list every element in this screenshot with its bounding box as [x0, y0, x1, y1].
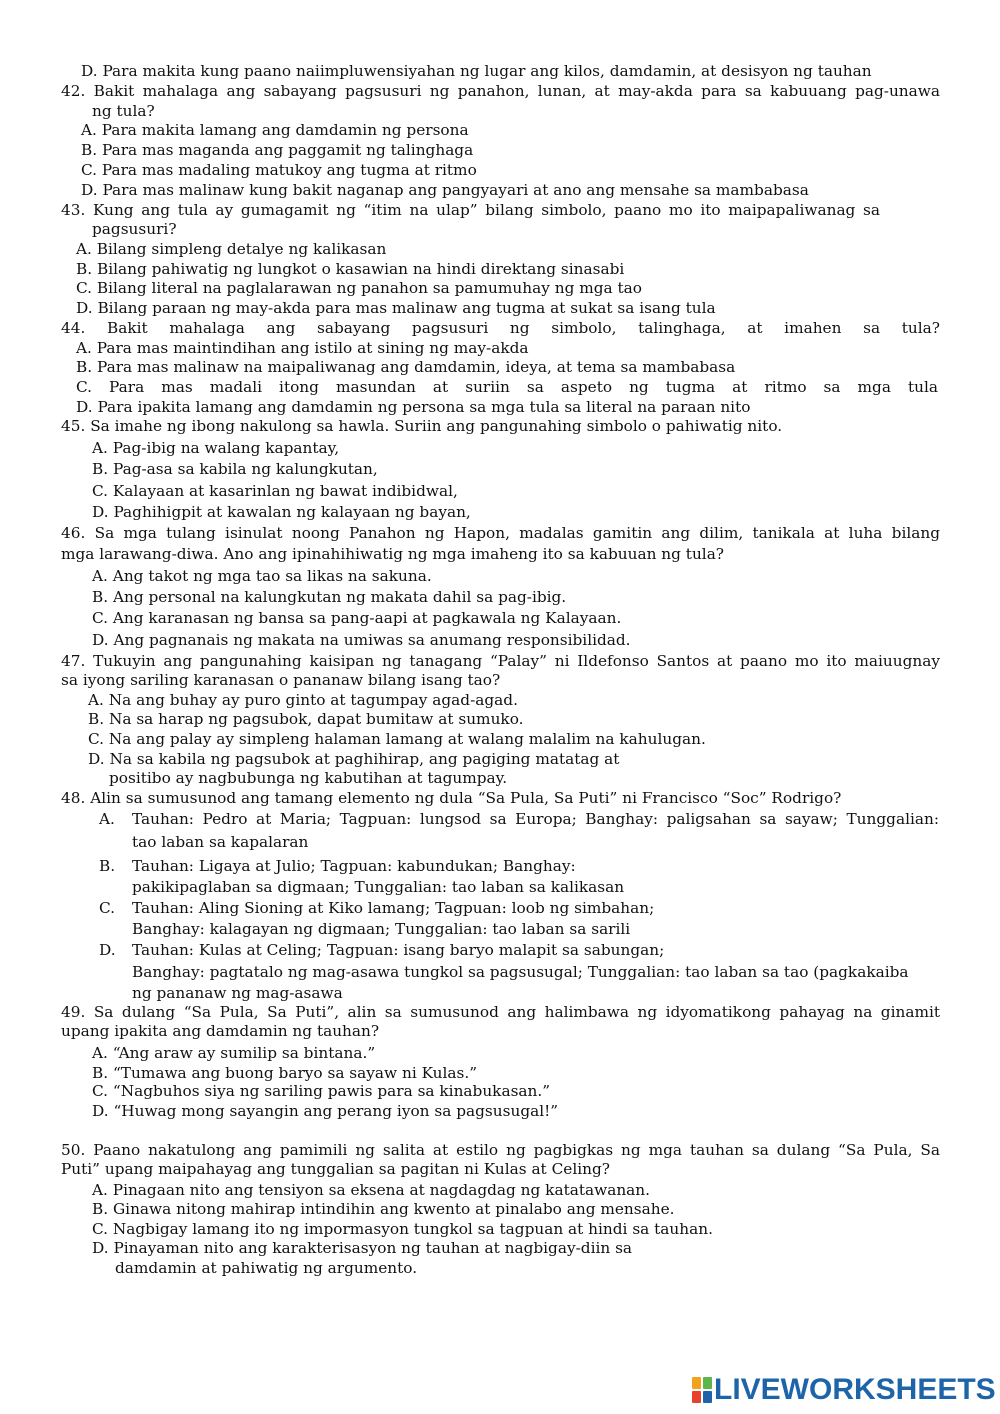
q50-option-d: D. Pinayaman nito ang karakterisasyon ng tauhan at nagbigay-diin sa: [92, 1239, 633, 1257]
q48-option-a-letter: A.: [99, 810, 115, 828]
q47-option-d-cont: positibo ay nagbubunga ng kabutihan at tagumpay.: [109, 769, 508, 787]
q49-option-c: C. “Nagbuhos siya ng sariling pawis para sa kinabukasan.”: [92, 1082, 551, 1100]
q43-question-cont: pagsusuri?: [92, 220, 177, 238]
q48-option-a-cont: tao laban sa kapalaran: [132, 833, 309, 851]
q45-option-b: B. Pag-asa sa kabila ng kalungkutan,: [92, 460, 378, 478]
q50-question: 50. Paano nakatulong ang pamimili ng salita at estilo ng pagbigkas ng mga tauhan sa dulang “Sa Pula, Sa: [61, 1141, 940, 1159]
q48-option-c-letter: C.: [99, 899, 116, 917]
q48-option-a: Tauhan: Pedro at Maria; Tagpuan: lungsod sa Europa; Banghay: paligsahan sa sayaw; Tunggalian:: [132, 810, 939, 828]
q48-option-d-cont2: ng pananaw ng mag-asawa: [132, 984, 343, 1002]
q49-question: 49. Sa dulang “Sa Pula, Sa Puti”, alin sa sumusunod ang halimbawa ng idyomatikong pahayag na ginamit: [61, 1003, 940, 1021]
q43-question: 43. Kung ang tula ay gumagamit ng “itim na ulap” bilang simbolo, paano mo ito maipapaliwanag sa: [61, 201, 880, 219]
q46-option-d: D. Ang pagnanais ng makata na umiwas sa anumang responsibilidad.: [92, 631, 631, 649]
q45-option-a: A. Pag-ibig na walang kapantay,: [92, 439, 340, 457]
q41-option-d: D. Para makita kung paano naiimpluwensiyahan ng lugar ang kilos, damdamin, at desisyon ng tauhan: [81, 62, 872, 80]
q46-question: 46. Sa mga tulang isinulat noong Panahon ng Hapon, madalas gamitin ang dilim, tanikala at luha bilang: [61, 524, 940, 542]
q48-option-c-cont: Banghay: kalagayan ng digmaan; Tunggalian: tao laban sa sarili: [132, 920, 631, 938]
q42-option-c: C. Para mas madaling matukoy ang tugma at ritmo: [81, 161, 477, 179]
q50-option-b: B. Ginawa nitong mahirap intindihin ang kwento at pinalabo ang mensahe.: [92, 1200, 675, 1218]
q47-option-b: B. Na sa harap ng pagsubok, dapat bumitaw at sumuko.: [88, 710, 524, 728]
logo-block-blue: [703, 1391, 712, 1403]
logo-block-red: [692, 1391, 701, 1403]
q49-option-b: B. “Tumawa ang buong baryo sa sayaw ni Kulas.”: [92, 1064, 478, 1082]
q48-option-d-cont: Banghay: pagtatalo ng mag-asawa tungkol sa pagsusugal; Tunggalian: tao laban sa tao (pagkakaiba: [132, 963, 909, 981]
q45-option-c: C. Kalayaan at kasarinlan ng bawat indibidwal,: [92, 482, 458, 500]
q48-option-d: Tauhan: Kulas at Celing; Tagpuan: isang baryo malapit sa sabungan;: [132, 941, 665, 959]
q49-question-cont: upang ipakita ang damdamin ng tauhan?: [61, 1022, 380, 1040]
q44-option-c: C. Para mas madali itong masundan at suriin sa aspeto ng tugma at ritmo sa mga tula: [76, 378, 938, 396]
q47-option-d: D. Na sa kabila ng pagsubok at paghihirap, ang pagiging matatag at: [88, 750, 620, 768]
q46-option-c: C. Ang karanasan ng bansa sa pang-aapi at pagkawala ng Kalayaan.: [92, 609, 622, 627]
q45-question: 45. Sa imahe ng ibong nakulong sa hawla. Suriin ang pangunahing simbolo o pahiwatig nito.: [61, 417, 783, 435]
q48-option-b-cont: pakikipaglaban sa digmaan; Tunggalian: tao laban sa kalikasan: [132, 878, 625, 896]
liveworksheets-logo-icon: [692, 1377, 712, 1403]
q48-option-b: Tauhan: Ligaya at Julio; Tagpuan: kabundukan; Banghay:: [132, 857, 576, 875]
q46-question-cont: mga larawang-diwa. Ano ang ipinahihiwatig ng mga imaheng ito sa kabuuan ng tula?: [61, 545, 725, 563]
q48-option-c: Tauhan: Aling Sioning at Kiko lamang; Tagpuan: loob ng simbahan;: [132, 899, 655, 917]
logo-block-green: [703, 1377, 712, 1389]
q43-option-d: D. Bilang paraan ng may-akda para mas malinaw ang tugma at sukat sa isang tula: [76, 299, 716, 317]
q48-question: 48. Alin sa sumusunod ang tamang elemento ng dula “Sa Pula, Sa Puti” ni Francisco “Soc” Rodrigo?: [61, 789, 842, 807]
q44-option-b: B. Para mas malinaw na maipaliwanag ang damdamin, ideya, at tema sa mambabasa: [76, 358, 736, 376]
q46-option-b: B. Ang personal na kalungkutan ng makata dahil sa pag-ibig.: [92, 588, 567, 606]
q50-question-cont: Puti” upang maipahayag ang tunggalian sa pagitan ni Kulas at Celing?: [61, 1160, 610, 1178]
q44-option-a: A. Para mas maintindihan ang istilo at sining ng may-akda: [76, 339, 529, 357]
q46-option-a: A. Ang takot ng mga tao sa likas na sakuna.: [92, 567, 432, 585]
q43-option-a: A. Bilang simpleng detalye ng kalikasan: [76, 240, 387, 258]
q42-option-a: A. Para makita lamang ang damdamin ng persona: [81, 121, 469, 139]
q48-option-b-letter: B.: [99, 857, 116, 875]
q43-option-b: B. Bilang pahiwatig ng lungkot o kasawian na hindi direktang sinasabi: [76, 260, 625, 278]
q49-option-a: A. “Ang araw ay sumilip sa bintana.”: [92, 1044, 376, 1062]
q50-option-d-cont: damdamin at pahiwatig ng argumento.: [115, 1259, 418, 1277]
q50-option-a: A. Pinagaan nito ang tensiyon sa eksena at nagdagdag ng katatawanan.: [92, 1181, 651, 1199]
q42-question: 42. Bakit mahalaga ang sabayang pagsusuri ng panahon, lunan, at may-akda para sa kabuuang pag-unawa: [61, 82, 940, 100]
q47-option-a: A. Na ang buhay ay puro ginto at tagumpay agad-agad.: [88, 691, 518, 709]
q42-option-d: D. Para mas malinaw kung bakit naganap ang pangyayari at ano ang mensahe sa mambabasa: [81, 181, 809, 199]
q49-option-d: D. “Huwag mong sayangin ang perang iyon sa pagsusugal!”: [92, 1102, 559, 1120]
q44-question: 44. Bakit mahalaga ang sabayang pagsusuri ng simbolo, talinghaga, at imahen sa tula?: [61, 319, 940, 337]
q45-option-d: D. Paghihigpit at kawalan ng kalayaan ng bayan,: [92, 503, 471, 521]
q44-option-d: D. Para ipakita lamang ang damdamin ng persona sa mga tula sa literal na paraan nito: [76, 398, 751, 416]
q47-question: 47. Tukuyin ang pangunahing kaisipan ng tanagang “Palay” ni Ildefonso Santos at paano mo ito maiuugnay: [61, 652, 940, 670]
q48-option-d-letter: D.: [99, 941, 116, 959]
q50-option-c: C. Nagbigay lamang ito ng impormasyon tungkol sa tagpuan at hindi sa tauhan.: [92, 1220, 713, 1238]
q47-option-c: C. Na ang palay ay simpleng halaman lamang at walang malalim na kahulugan.: [88, 730, 706, 748]
q43-option-c: C. Bilang literal na paglalarawan ng panahon sa pamumuhay ng mga tao: [76, 279, 642, 297]
liveworksheets-logo-text: LIVEWORKSHEETS: [714, 1373, 996, 1406]
q42-option-b: B. Para mas maganda ang paggamit ng talinghaga: [81, 141, 474, 159]
q47-question-cont: sa iyong sariling karanasan o pananaw bilang isang tao?: [61, 671, 501, 689]
liveworksheets-logo[interactable]: [692, 1374, 996, 1406]
logo-block-orange: [692, 1377, 701, 1389]
q42-question-cont: ng tula?: [92, 102, 155, 120]
